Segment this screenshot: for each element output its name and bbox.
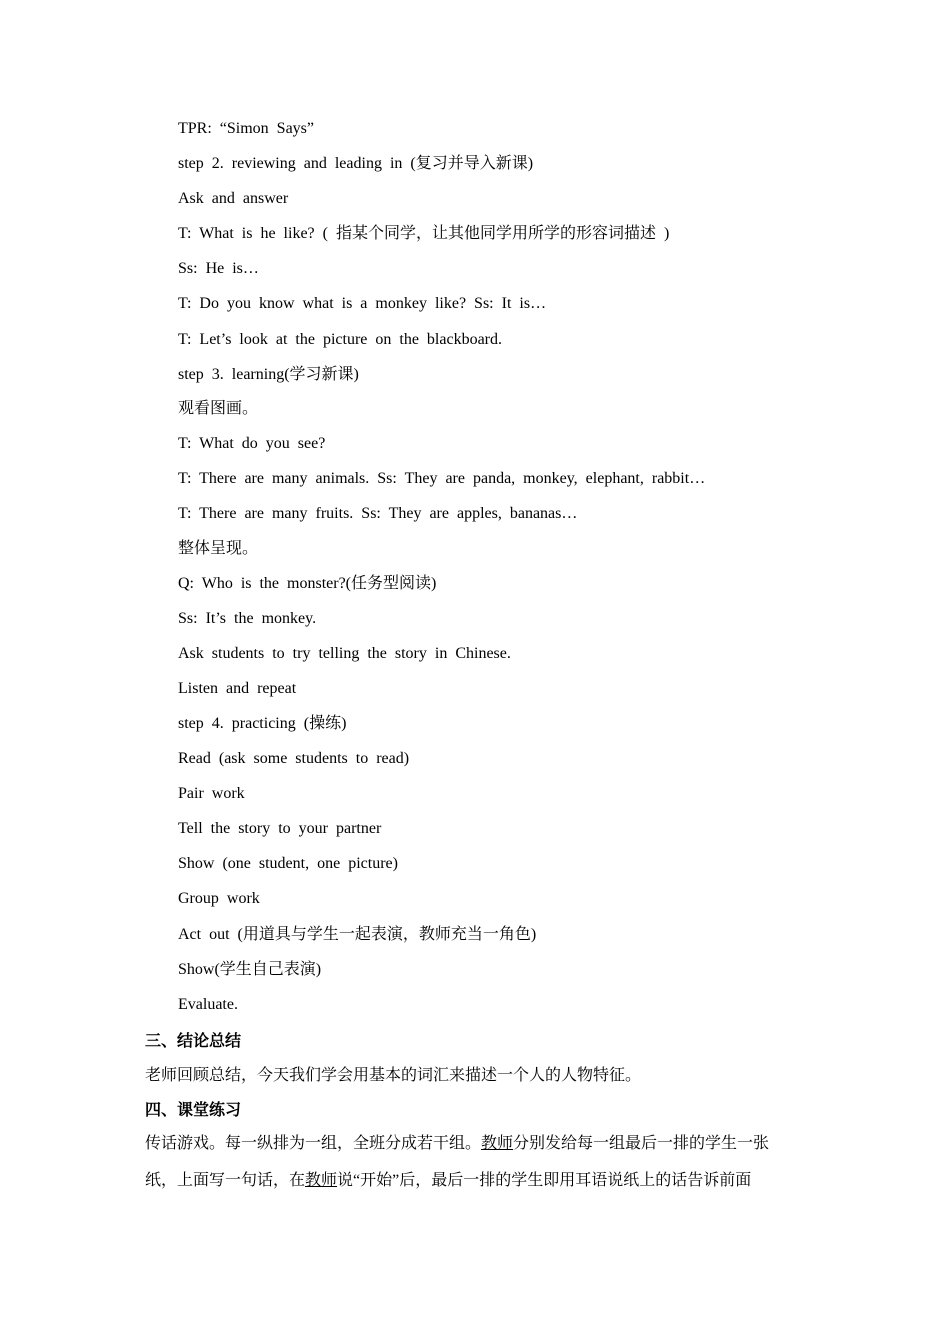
line-watch-picture: 观看图画。 xyxy=(178,400,259,417)
section-4-line-1-start: 传话游戏。每一纵排为一组，全班分成若干组。 xyxy=(145,1135,482,1152)
line-monkey-like: T: Do you know what is a monkey like? Ss: It is… xyxy=(178,295,547,312)
line-evaluate: Evaluate. xyxy=(178,996,238,1013)
teacher-link-2[interactable]: 教师 xyxy=(305,1172,338,1189)
line-tpr: TPR: “Simon Says” xyxy=(178,120,315,137)
teacher-link-1[interactable]: 教师 xyxy=(481,1135,514,1152)
line-ask-answer: Ask and answer xyxy=(178,190,289,207)
line-ss-he-is: Ss: He is… xyxy=(178,260,259,277)
line-tell-partner: Tell the story to your partner xyxy=(178,820,382,837)
line-listen-repeat: Listen and repeat xyxy=(178,680,297,697)
line-who-monster: Q: Who is the monster?(任务型阅读) xyxy=(178,575,437,592)
line-its-monkey: Ss: It’s the monkey. xyxy=(178,610,317,627)
line-show-students: Show(学生自己表演) xyxy=(178,961,322,978)
line-look-picture: T: Let’s look at the picture on the blackboard. xyxy=(178,331,502,348)
section-4-heading: 四、课堂练习 xyxy=(145,1100,242,1119)
section-4-line-1 xyxy=(145,1134,810,1154)
section-3-heading: 三、结论总结 xyxy=(145,1031,242,1050)
line-step4: step 4. practicing (操练) xyxy=(178,715,347,732)
section-4-line-2-end: 说“开始”后，最后一排的学生即用耳语说纸上的话告诉前面 xyxy=(337,1172,752,1189)
line-what-is-he-like: T: What is he like? ( 指某个同学，让其他同学用所学的形容词描述 ) xyxy=(178,225,670,242)
line-act-out: Act out (用道具与学生一起表演，教师充当一角色) xyxy=(178,926,537,943)
section-4-line-2 xyxy=(145,1171,810,1191)
line-what-do-you-see: T: What do you see? xyxy=(178,435,326,452)
line-group-work: Group work xyxy=(178,890,260,907)
line-overall: 整体呈现。 xyxy=(178,540,259,557)
line-fruits: T: There are many fruits. Ss: They are apples, bananas… xyxy=(178,505,578,522)
line-tell-chinese: Ask students to try telling the story in Chinese. xyxy=(178,645,511,662)
line-animals: T: There are many animals. Ss: They are panda, monkey, elephant, rabbit… xyxy=(178,470,706,487)
line-pair-work: Pair work xyxy=(178,785,245,802)
line-step2: step 2. reviewing and leading in (复习并导入新课) xyxy=(178,155,534,172)
section-4-line-2-start: 纸，上面写一句话，在 xyxy=(145,1172,306,1189)
line-step3: step 3. learning(学习新课) xyxy=(178,366,359,383)
line-show-one: Show (one student, one picture) xyxy=(178,855,398,872)
line-read: Read (ask some students to read) xyxy=(178,750,410,767)
section-4-line-1-end: 分别发给每一组最后一排的学生一张 xyxy=(513,1135,770,1152)
section-3-text: 老师回顾总结，今天我们学会用基本的词汇来描述一个人的人物特征。 xyxy=(145,1067,642,1084)
